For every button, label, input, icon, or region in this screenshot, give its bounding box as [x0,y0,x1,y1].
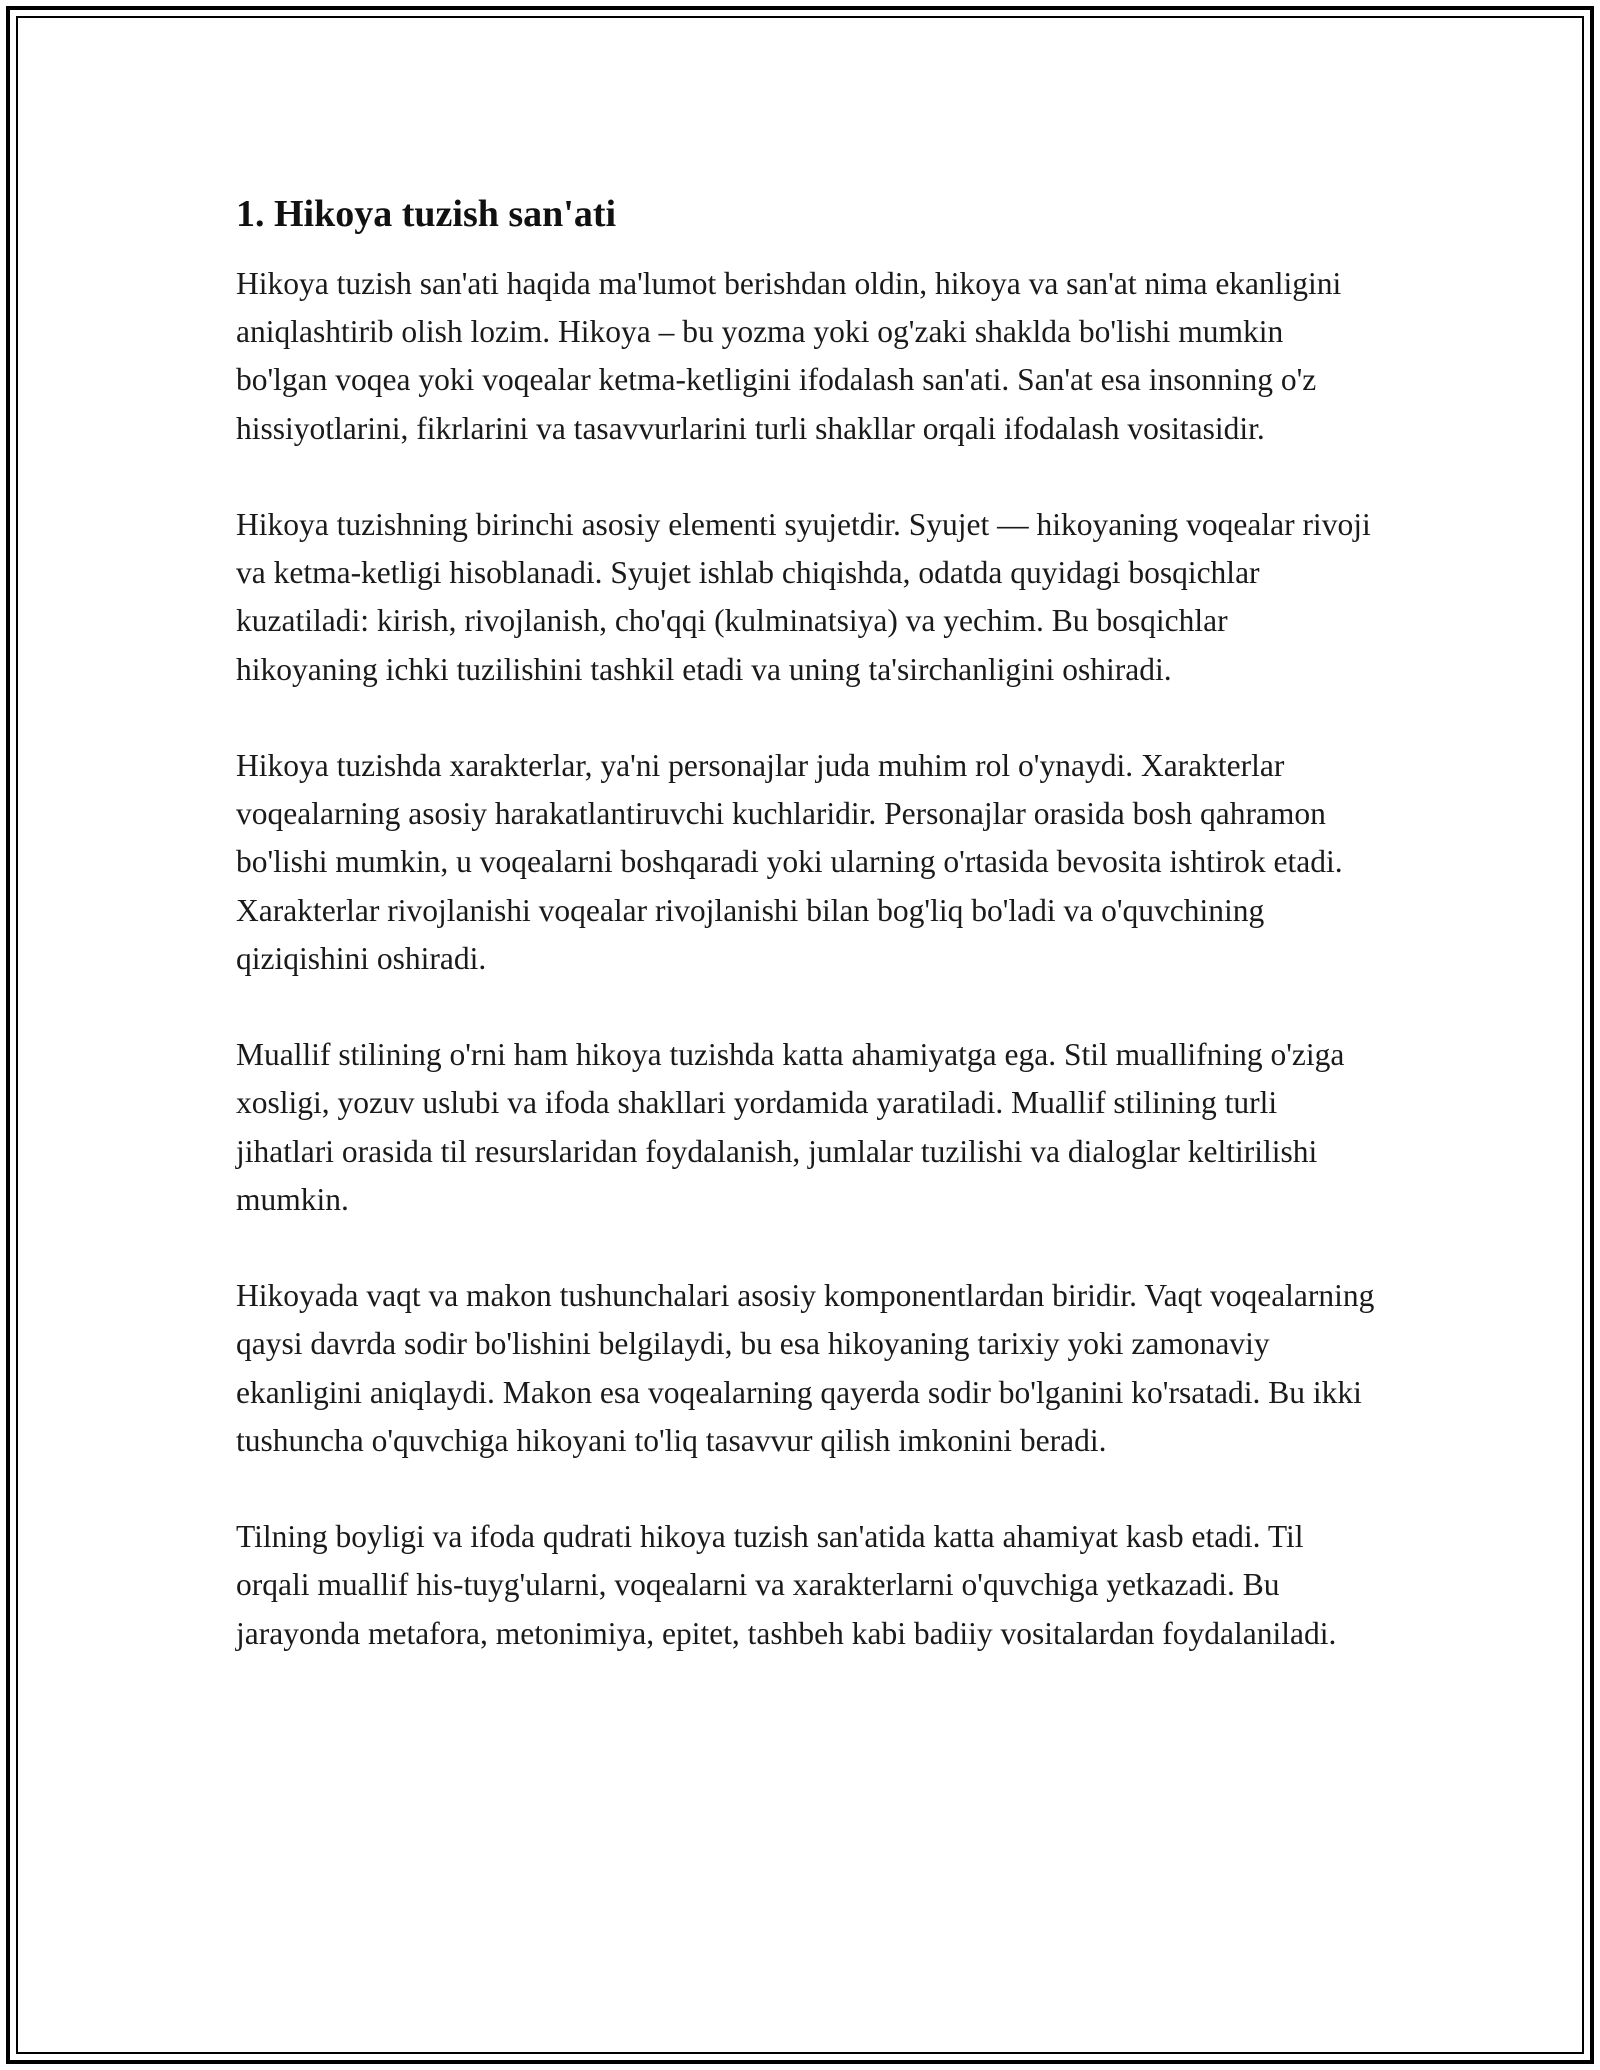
paragraph-3: Hikoya tuzishda xarakterlar, ya'ni personajlar juda muhim rol o'ynaydi. Xarakterlar voqealarning asosiy harakatlantiruvchi kuchlaridir. Personajlar orasida bosh qahramon bo'lishi mumkin, u voqealarni boshqaradi yoki ularning o'rtasida bevosita ishtirok etadi. Xarakterlar rivojlanishi voqealar rivojlanishi bilan bog'liq bo'ladi va o'quvchining qiziqishini oshiradi. [236,748,1343,976]
paragraph-5: Hikoyada vaqt va makon tushunchalari asosiy komponentlardan biridir. Vaqt voqealarning qaysi davrda sodir bo'lishini belgilaydi, bu esa hikoyaning tarixiy yoki zamonaviy ekanligini aniqlaydi. Makon esa voqealarning qayerda sodir bo'lganini ko'rsatadi. Bu ikki tushuncha o'quvchiga hikoyani to'liq tasavvur qilish imkonini beradi. [236,1278,1375,1458]
paragraph-2: Hikoya tuzishning birinchi asosiy elementi syujetdir. Syujet — hikoyaning voqealar rivoji va ketma-ketligi hisoblanadi. Syujet ishlab chiqishda, odatda quyidagi bosqichlar kuzatiladi: kirish, rivojlanish, cho'qqi (kulminatsiya) va yechim. Bu bosqichlar hikoyaning ichki tuzilishini tashkil etadi va uning ta'sirchanligini oshiradi. [236,507,1371,687]
paragraph-6: Tilning boyligi va ifoda qudrati hikoya tuzish san'atida katta ahamiyat kasb etadi. Til orqali muallif his-tuyg'ularni, voqealarni va xarakterlarni o'quvchiga yetkazadi. Bu jarayonda metafora, metonimiya, epitet, tashbeh kabi badiiy vositalardan foydalaniladi. [236,1519,1337,1651]
paragraph-1: Hikoya tuzish san'ati haqida ma'lumot berishdan oldin, hikoya va san'at nima ekanligini aniqlashtirib olish lozim. Hikoya – bu yozma yoki og'zaki shaklda bo'lishi mumkin bo'lgan voqea yoki voqealar ketma-ketligini ifodalash san'ati. San'at esa insonning o'z hissiyotlarini, fikrlarini va tasavvurlarini turli shakllar orqali ifodalash vositasidir. [236,266,1342,446]
paragraph-4: Muallif stilining o'rni ham hikoya tuzishda katta ahamiyatga ega. Stil muallifning o'ziga xosligi, yozuv uslubi va ifoda shakllari yordamida yaratiladi. Muallif stilining turli jihatlari orasida til resurslaridan foydalanish, jumlalar tuzilishi va dialoglar keltirilishi mumkin. [236,1037,1345,1217]
section-heading: 1. Hikoya tuzish san'ati [236,193,617,235]
document-body [236,188,1376,1658]
